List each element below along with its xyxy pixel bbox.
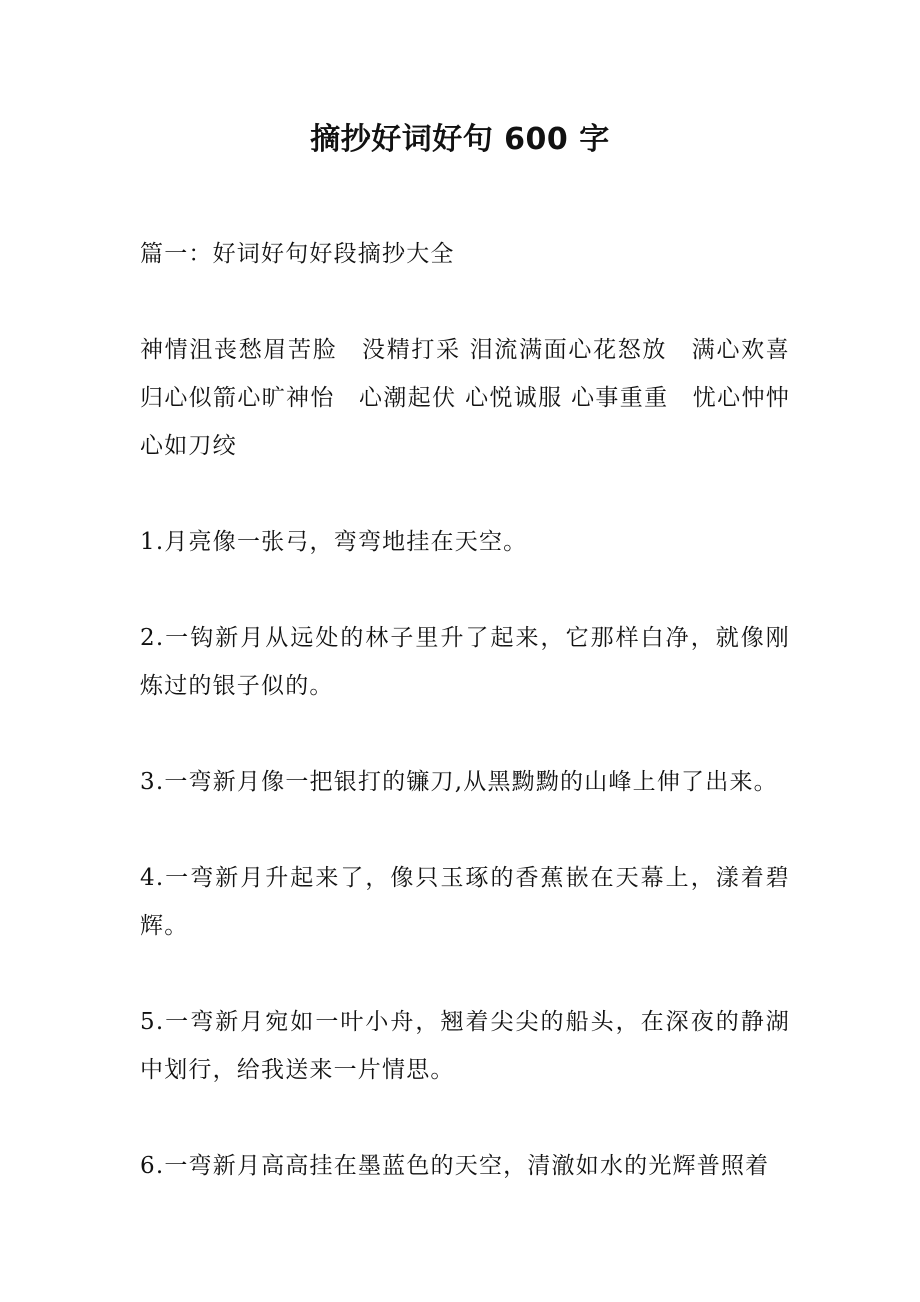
- vocabulary-paragraph: 神情沮丧愁眉苦脸 没精打采 泪流满面心花怒放 满心欢喜 归心似箭心旷神怡 心潮起伏 心悦诚服 心事重重 忧心忡忡 心如刀绞: [140, 337, 790, 459]
- document-title: 摘抄好词好句 600 字: [310, 122, 610, 157]
- sentence-paragraph: 2.一钩新月从远处的林子里升了起来，它那样白净，就像刚炼过的银子似的。: [140, 625, 790, 699]
- section-heading: 篇一：好词好句好段摘抄大全: [140, 241, 455, 267]
- sentence-paragraph: 3.一弯新月像一把银打的镰刀,从黑黝黝的山峰上伸了出来。: [140, 769, 778, 795]
- sentence-paragraph: 5.一弯新月宛如一叶小舟，翘着尖尖的船头，在深夜的静湖中划行，给我送来一片情思。: [140, 1009, 790, 1083]
- sentence-paragraph: 1.月亮像一张弓，弯弯地挂在天空。: [140, 529, 528, 555]
- sentence-paragraph: 6.一弯新月高高挂在墨蓝色的天空，清澈如水的光辉普照着: [140, 1153, 770, 1179]
- sentence-paragraph: 4.一弯新月升起来了，像只玉琢的香蕉嵌在天幕上，漾着碧辉。: [140, 865, 790, 939]
- document-body: [140, 230, 790, 1238]
